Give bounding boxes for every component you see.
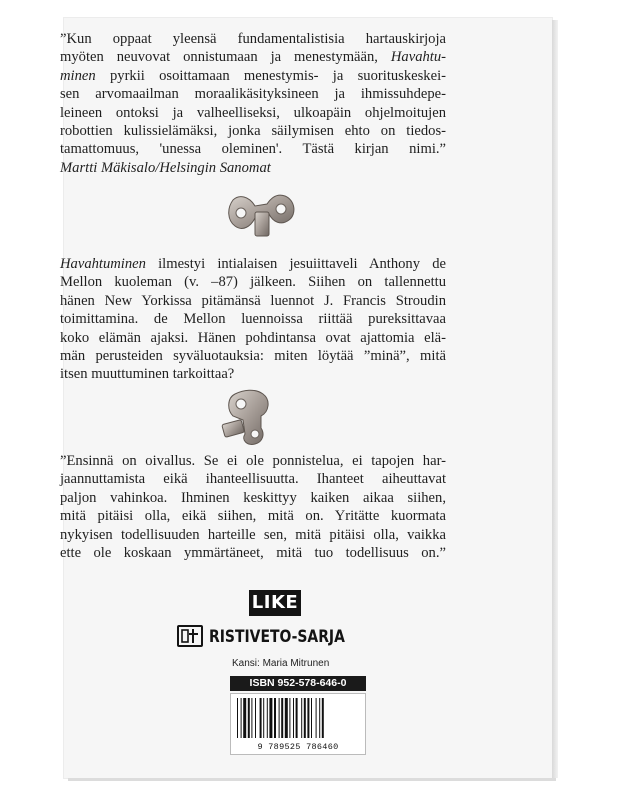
cover-credit: Kansi: Maria Mitrunen (232, 658, 330, 669)
quote-line: ”Kun oppaat yleensä fundamentalistisia hartauskirjoja (60, 31, 446, 47)
quote-line: tamattomuus, 'unessa oleminen'. Tästä kirjan nimi.” (60, 141, 446, 158)
description-line: Havahtuminen ilmestyi intialaisen jesuiittaveli Anthony de (60, 256, 446, 272)
description-line: itsen muuttuminen tarkoittaa? (60, 366, 235, 383)
excerpt-line: ette ole koskaan ymmärtäneet, mitä tuo todellisuus on.” (60, 545, 446, 562)
excerpt-line: paljon vahinkoa. Ihminen keskittyy kaiken aikaa siihen, (60, 489, 446, 506)
series-logo (177, 623, 387, 651)
barcode-number: 9 789525 786460 (257, 742, 339, 752)
quote-line: myöten neuvovat onnistumaan ja menestymään, Havahtu- (60, 49, 446, 66)
book-title: Havahtu- (390, 49, 446, 66)
description-line: toimittamina. de Mellon luennoissa riittää pureksittavaa (60, 311, 446, 328)
book-title: Havahtuminen (60, 256, 146, 272)
quote-line: minen pyrkii osoittamaan menestymis- ja suorituskeskei- (60, 67, 446, 84)
quote-line: leineen ontoksi ja valheelliseksi, ulkoapäin ohjelmoitujen (60, 104, 446, 121)
excerpt-line: jaannuttamista eikä ihanteellisuutta. Ihanteet aiheuttavat (60, 471, 446, 488)
quote-line: robottien kulissielämäksi, jonka säilymisen ehto on tiedos- (60, 123, 446, 140)
cross-emblem-icon (177, 625, 203, 647)
publisher-logo: LIKE (249, 590, 301, 616)
excerpt-line: nykyisen todellisuuden harteille sen, mitä pitäisi olla, vaikka (60, 526, 446, 543)
description-line: Mellon kuoleman (v. –87) jälkeen. Siihen on tallennettu (60, 274, 446, 291)
excerpt-line: ”Ensinnä on oivallus. Se ei ole ponnistelua, ei tapojen har- (60, 453, 446, 469)
book-description (60, 255, 446, 384)
winding-key-icon (225, 186, 299, 247)
description-line: män perusteiden syväluotauksia: miten löytää ”minä”, mitä (60, 348, 446, 365)
excerpt-line: mitä pitäisi olla, eikä siihen, mitä on. Yritätte kuormata (60, 508, 446, 525)
winding-key-icon (221, 388, 295, 453)
book-excerpt (60, 452, 446, 562)
book-title: minen (60, 67, 96, 84)
cover-edge (552, 20, 558, 778)
quote-line: sen arvomaailman moraalikäsityksineen ja ihmissuhdepe- (60, 86, 446, 103)
quote-attribution: Martti Mäkisalo/Helsingin Sanomat (60, 159, 271, 176)
barcode (230, 693, 366, 755)
review-quote (60, 30, 446, 177)
description-line: koko elämän ajaksi. Hänen pohdintansa ovat ajattomia elä- (60, 329, 446, 346)
isbn-label: ISBN 952-578-646-0 (230, 676, 366, 691)
series-name: RISTIVETO-SARJA (209, 627, 345, 647)
description-line: hänen New Yorkissa pitämänsä luennot J. Francis Stroudin (60, 292, 446, 309)
